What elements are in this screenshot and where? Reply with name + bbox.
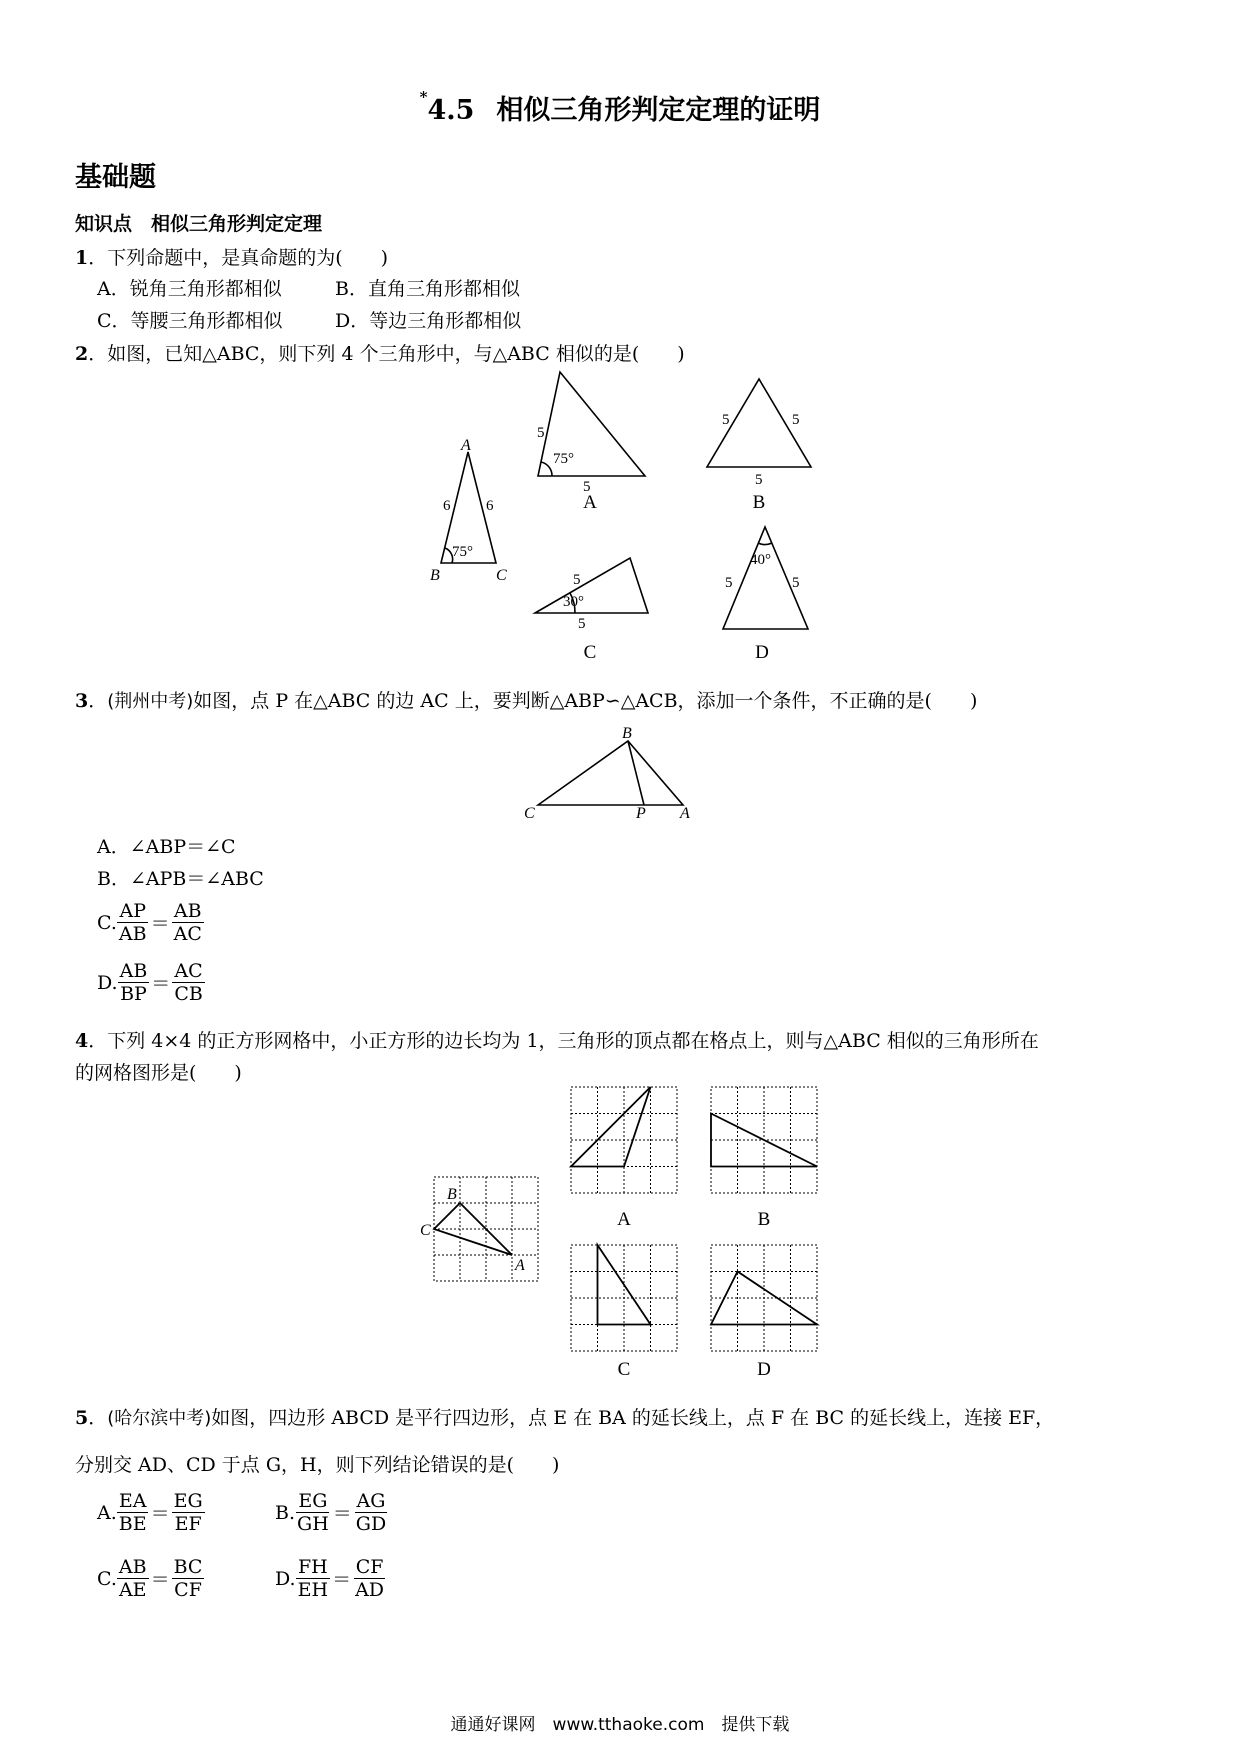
q4-tri-a: [571, 1087, 651, 1167]
q1-number: 1: [75, 247, 89, 269]
q2-caption-d: D: [755, 642, 769, 663]
q3-option-c: [97, 900, 204, 945]
q4-stem-line1: [75, 1026, 1039, 1053]
q2-caption-b: B: [752, 492, 766, 513]
q5-option-c: [97, 1556, 204, 1601]
q2-c-angle: 30°: [563, 594, 584, 610]
q5-stem-line2: 分别交 AD、CD 于点 G，H，则下列结论错误的是( ): [75, 1454, 560, 1476]
q3-stem: 3．(荆州中考)如图，点 P 在△ABC 的边 AC 上，要判断△ABP∽△ACB，添加一个条件，不正确的是( ): [75, 690, 978, 712]
q5-option-a-frac2: [172, 1490, 205, 1535]
q5-source: (哈尔滨中考): [107, 1408, 212, 1429]
q3-text: 如图，点 P 在△ABC 的边 AC 上，要判断△ABP∽△ACB，添加一个条件，不正确的是( ): [193, 690, 978, 712]
q2-c-side: 5: [573, 572, 581, 588]
numerator: AB: [119, 960, 148, 982]
q5-option-a-frac1: [117, 1490, 149, 1535]
q4-caption-c: C: [617, 1359, 631, 1380]
q4-stem-line2: 的网格图形是( ): [75, 1062, 242, 1084]
equals-sign: ＝: [332, 1569, 352, 1591]
q4-label-a: A: [515, 1257, 525, 1274]
q4-grid-a: [571, 1087, 677, 1193]
q5-option-d-frac1: [296, 1556, 330, 1601]
equals-sign: ＝: [150, 1503, 170, 1525]
q4-orig-triangle: [434, 1203, 512, 1255]
q2-tri-d-arc: [758, 543, 772, 545]
q3-option-c-label: C.: [97, 911, 117, 934]
equals-sign: ＝: [150, 913, 170, 935]
q1-text: ．下列命题中，是真命题的为( ): [88, 247, 389, 269]
numerator: AG: [356, 1490, 386, 1512]
q3-label-a: A: [680, 805, 690, 822]
q1-option-d: D．等边三角形都相似: [335, 310, 522, 332]
denominator: AD: [355, 1579, 385, 1601]
q2-d-right: 5: [792, 575, 800, 591]
q4-grid-d: [711, 1245, 817, 1351]
q2-d-left: 5: [725, 575, 733, 591]
q4-label-b: B: [447, 1186, 457, 1203]
q2-tri-a-arc: [541, 462, 552, 476]
q2-c-base: 5: [578, 616, 586, 632]
numerator: AP: [119, 900, 146, 922]
q4-text1: ．下列 4×4 的正方形网格中，小正方形的边长均为 1，三角形的顶点都在格点上，则与△ABC 相似的三角形所在: [88, 1030, 1039, 1052]
q5-option-d: [275, 1556, 386, 1601]
q5-option-c-frac1: [117, 1556, 149, 1601]
denominator: EF: [174, 1513, 202, 1535]
numerator: EG: [298, 1490, 328, 1512]
q2-text: ．如图，已知△ABC，则下列 4 个三角形中，与△ABC 相似的是( ): [88, 343, 685, 365]
q4-caption-d: D: [757, 1359, 771, 1380]
q2-caption-a: A: [583, 492, 597, 513]
knowledge-point-heading: 知识点 相似三角形判定定理: [75, 213, 323, 235]
q3-option-c-frac2: [172, 900, 204, 945]
q2-label-c: C: [496, 567, 507, 584]
q2-orig-side-right: 6: [486, 498, 494, 514]
q5-number: 5: [75, 1407, 89, 1429]
numerator: CF: [355, 1556, 384, 1578]
q2-label-b: B: [430, 567, 440, 584]
numerator: BC: [173, 1556, 203, 1578]
denominator: BP: [120, 983, 147, 1005]
q3-option-d-frac2: [172, 960, 205, 1005]
q2-a-side: 5: [537, 425, 545, 441]
q3-number: 3: [75, 690, 89, 712]
q2-label-a: A: [461, 437, 471, 454]
q2-orig-angle: 75°: [452, 544, 473, 560]
q5-option-c-label: C.: [97, 1567, 117, 1590]
numerator: AB: [118, 1556, 147, 1578]
numerator: AB: [173, 900, 202, 922]
q3-label-b: B: [622, 725, 632, 742]
q5-text1: 如图，四边形 ABCD 是平行四边形，点 E 在 BA 的延长线上，点 F 在 BC 的延长线上，连接 EF，: [211, 1407, 1055, 1429]
q1-option-c: C．等腰三角形都相似: [97, 310, 283, 332]
footer-credit: 通通好课网 www.tthaoke.com 提供下载: [450, 1715, 790, 1735]
title-star: *: [419, 88, 428, 106]
q2-a-base: 5: [583, 479, 591, 495]
q2-d-angle: 40°: [750, 552, 771, 568]
q4-grid-c: [571, 1245, 677, 1351]
q2-caption-c: C: [583, 642, 597, 663]
q2-b-base: 5: [755, 472, 763, 488]
denominator: GD: [355, 1513, 387, 1535]
q5-option-a-label: A.: [97, 1501, 117, 1524]
q4-caption-b: B: [757, 1209, 771, 1230]
q3-label-p: P: [636, 805, 646, 822]
numerator: AC: [174, 960, 203, 982]
q5-option-d-label: D.: [275, 1567, 296, 1590]
q5-option-a: [97, 1490, 205, 1535]
denominator: AE: [118, 1579, 147, 1601]
q2-a-angle: 75°: [553, 451, 574, 467]
q1-option-b: B．直角三角形都相似: [335, 278, 520, 300]
denominator: AB: [118, 923, 147, 945]
equals-sign: ＝: [151, 973, 171, 995]
numerator: EA: [118, 1490, 147, 1512]
q3-option-d: [97, 960, 205, 1005]
q1-option-a: A．锐角三角形都相似: [97, 278, 282, 300]
q2-b-left: 5: [722, 412, 730, 428]
q4-tri-b: [711, 1114, 817, 1167]
q2-number: 2: [75, 343, 89, 365]
q2-orig-side-left: 6: [443, 498, 451, 514]
denominator: AC: [173, 923, 202, 945]
q4-number: 4: [75, 1030, 89, 1052]
q5-option-b-frac2: [354, 1490, 388, 1535]
denominator: GH: [297, 1513, 329, 1535]
title-number: 4.5: [427, 95, 475, 126]
q5-stem-line1: 5．(哈尔滨中考)如图，四边形 ABCD 是平行四边形，点 E 在 BA 的延长线上，点 F 在 BC 的延长线上，连接 EF，: [75, 1407, 1055, 1429]
q3-option-c-frac1: [117, 900, 149, 945]
title-text: 相似三角形判定定理的证明: [496, 95, 821, 126]
equals-sign: ＝: [332, 1503, 352, 1525]
q3-option-b: B．∠APB＝∠ABC: [97, 868, 264, 890]
q2-b-right: 5: [792, 412, 800, 428]
q3-option-d-frac1: [118, 960, 150, 1005]
q4-label-c: C: [420, 1222, 431, 1239]
q4-caption-a: A: [617, 1209, 631, 1230]
q5-option-b-label: B.: [275, 1501, 296, 1524]
q3-option-a: A．∠ABP＝∠C: [97, 836, 236, 858]
q5-option-d-frac2: [353, 1556, 386, 1601]
q4-tri-c: [598, 1245, 651, 1325]
q5-option-b-frac1: [295, 1490, 331, 1535]
denominator: CF: [174, 1579, 202, 1601]
q3-triangle: [538, 741, 683, 805]
numerator: EG: [173, 1490, 203, 1512]
equals-sign: ＝: [150, 1569, 170, 1591]
q3-option-d-label: D.: [97, 971, 118, 994]
section-heading: 基础题: [75, 162, 156, 193]
numerator: FH: [297, 1556, 328, 1578]
denominator: CB: [174, 983, 203, 1005]
denominator: EH: [297, 1579, 329, 1601]
q5-option-b: [275, 1490, 388, 1535]
q2-tri-c: [535, 558, 648, 613]
denominator: BE: [118, 1513, 147, 1535]
q3-label-c: C: [524, 805, 535, 822]
q5-option-c-frac2: [172, 1556, 205, 1601]
q3-source: (荆州中考): [107, 691, 194, 712]
